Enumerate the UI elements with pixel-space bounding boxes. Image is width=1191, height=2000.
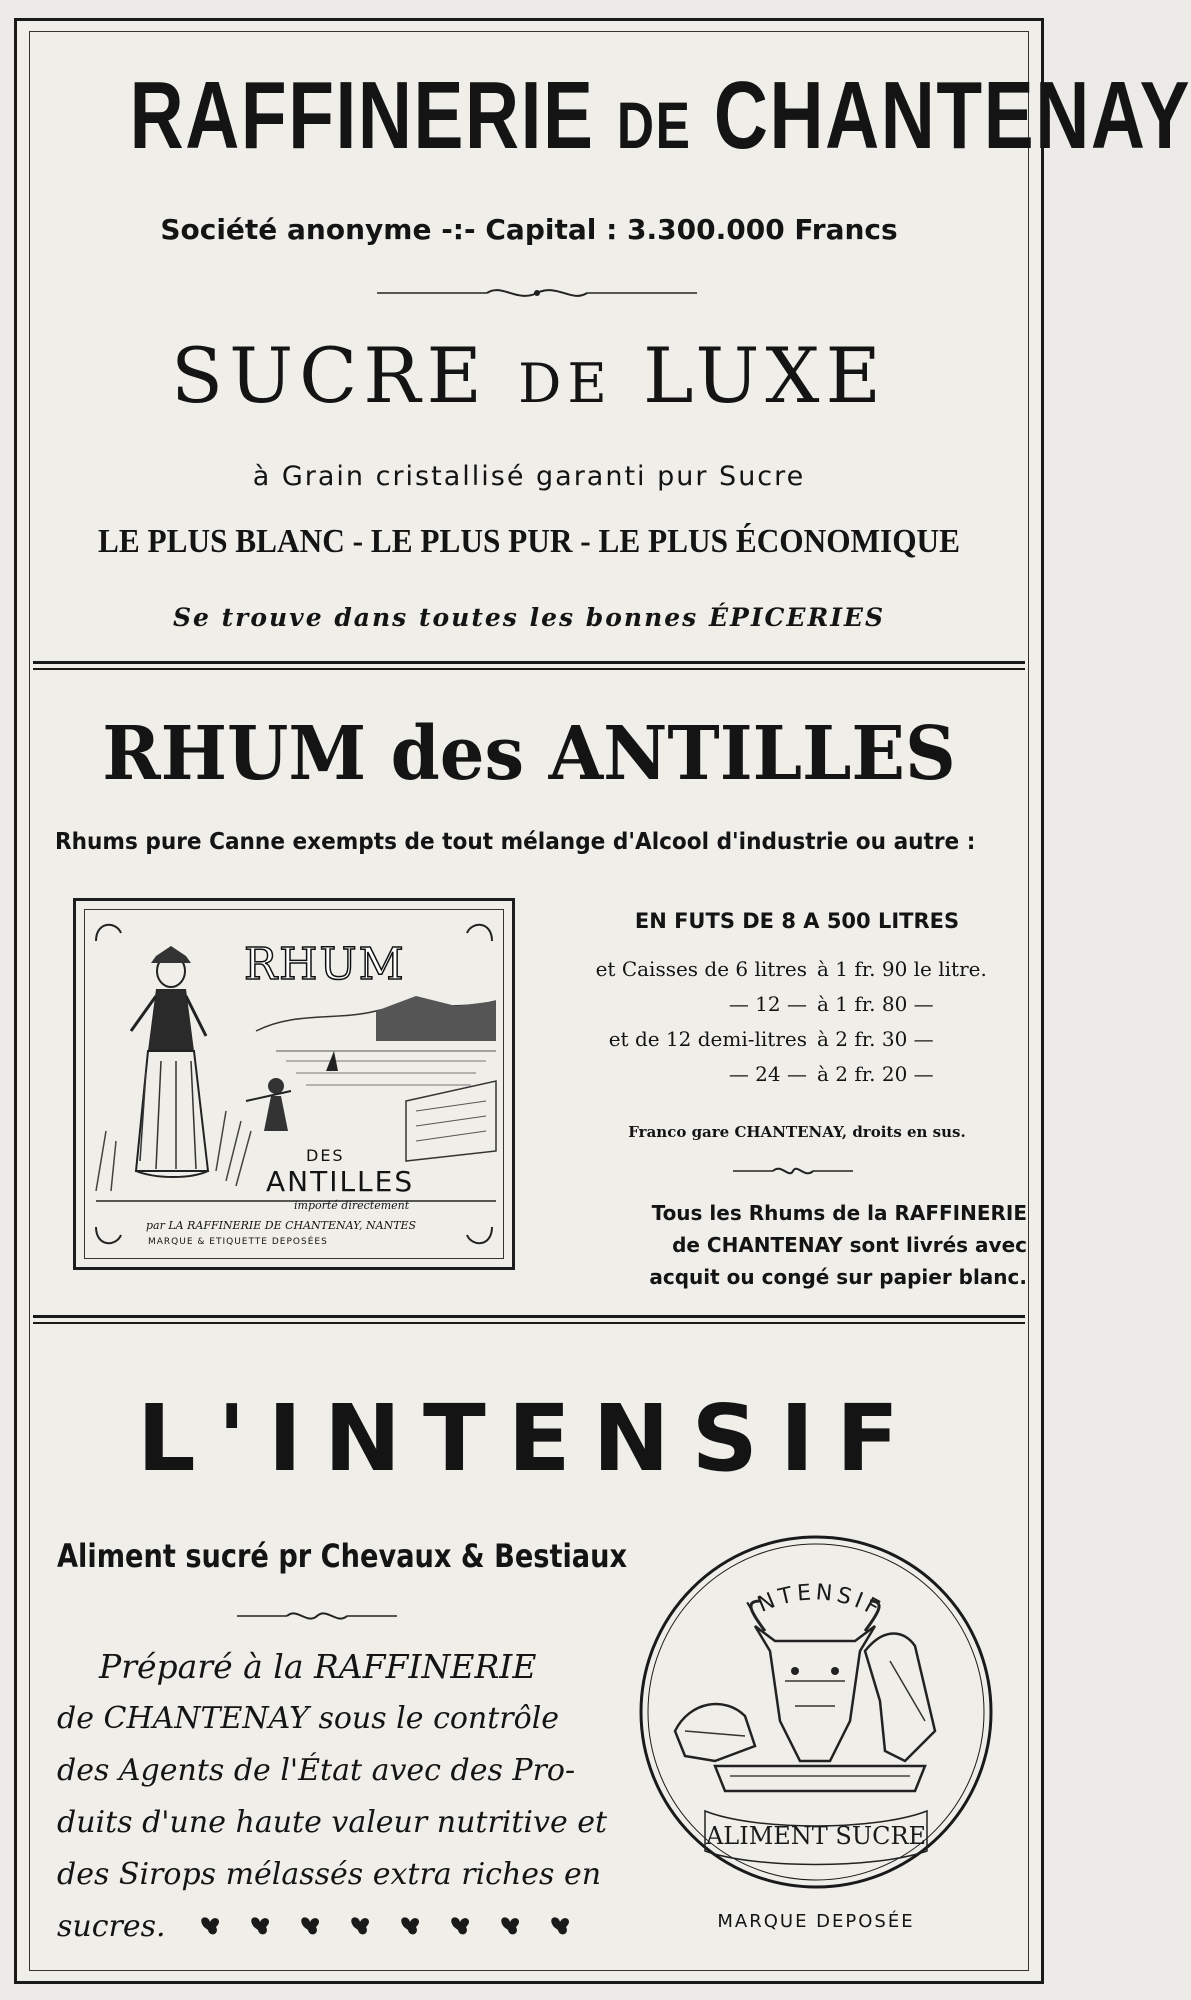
label-by: par LA RAFFINERIE DE CHANTENAY, NANTES xyxy=(146,1219,417,1232)
company-title-part2: CHANTENAY xyxy=(713,62,1191,169)
company-subtitle: Société anonyme -:- Capital : 3.300.000 Francs xyxy=(160,213,898,246)
sucre-slogan: LE PLUS BLANC - LE PLUS PUR - LE PLUS ÉCONOMIQUE xyxy=(97,523,961,560)
sucre-title-part1: SUCRE xyxy=(171,331,488,420)
delivery-line-3: acquit ou congé sur papier blanc. xyxy=(649,1265,1027,1289)
price-row xyxy=(572,1062,1032,1097)
price-row xyxy=(572,957,1032,992)
sucre-grain-text: à Grain cristallisé garanti pur Sucre xyxy=(252,461,806,492)
prep-line-4: duits d'une haute valeur nutritive et xyxy=(57,1805,608,1840)
price-row-price: à 1 fr. 80 — xyxy=(817,992,934,1016)
seal-bottom-text: ALIMENT SUCRE xyxy=(705,1822,927,1850)
ornament-divider-1 xyxy=(377,283,697,303)
price-row-price: à 2 fr. 30 — xyxy=(817,1027,934,1051)
price-row-left: — 12 — xyxy=(728,992,807,1016)
prep-line-2: de CHANTENAY sous le contrôle xyxy=(57,1701,560,1736)
sucre-title-part2: LUXE xyxy=(643,331,887,420)
section-divider-2 xyxy=(33,1315,1025,1324)
company-title xyxy=(129,61,1191,171)
rhum-price-list xyxy=(572,957,1032,1097)
price-row xyxy=(572,992,1032,1027)
price-row-left: et de 12 demi-litres xyxy=(608,1027,807,1051)
ornament-divider-3 xyxy=(237,1607,397,1625)
intensif-marque: MARQUE DEPOSÉE xyxy=(717,1911,915,1932)
ornament-divider-2 xyxy=(733,1163,853,1179)
rhum-label-illustration xyxy=(73,898,515,1270)
intensif-description xyxy=(57,1641,617,1953)
rhum-franco: Franco gare CHANTENAY, droits en sus. xyxy=(628,1123,966,1141)
sucre-title xyxy=(17,331,1041,420)
prep-line-5: des Sirops mélassés extra riches en xyxy=(57,1857,602,1892)
advertisement-page xyxy=(14,18,1191,1984)
sucre-where-text: Se trouve dans toutes les bonnes ÉPICERIES xyxy=(172,603,886,632)
intensif-aliment: Aliment sucré pr Chevaux & Bestiaux xyxy=(57,1537,628,1575)
rhum-title: RHUM des ANTILLES xyxy=(102,711,956,797)
intensif-seal xyxy=(635,1531,997,1893)
rhum-delivery-text xyxy=(557,1197,1027,1293)
prep-line-1: Préparé à la RAFFINERIE xyxy=(99,1647,537,1686)
label-imported: importé directement xyxy=(294,1199,410,1212)
company-title-part1: RAFFINERIE xyxy=(129,62,595,169)
label-word-rhum: RHUM xyxy=(244,939,406,990)
price-row-price: à 2 fr. 20 — xyxy=(817,1062,934,1086)
prep-last-row xyxy=(57,1901,617,1953)
price-row-left: — 24 — xyxy=(728,1062,807,1086)
rhum-futs: EN FUTS DE 8 A 500 LITRES xyxy=(634,909,960,933)
price-row-left: et Caisses de 6 litres xyxy=(595,957,807,981)
price-row xyxy=(572,1027,1032,1062)
price-row-price: à 1 fr. 90 le litre. xyxy=(817,957,987,981)
label-word-antilles: ANTILLES xyxy=(266,1165,415,1198)
intensif-title: L'INTENSIF xyxy=(137,1385,921,1492)
label-mark: MARQUE & ETIQUETTE DEPOSÉES xyxy=(148,1237,328,1247)
delivery-line-2: de CHANTENAY sont livrés avec xyxy=(672,1233,1027,1257)
delivery-line-1: Tous les Rhums de la RAFFINERIE xyxy=(651,1201,1027,1225)
label-word-des: DES xyxy=(306,1146,345,1165)
rhum-subtitle: Rhums pure Canne exempts de tout mélange d'Alcool d'industrie ou autre : xyxy=(55,829,976,855)
seal-top-text: INTENSIF xyxy=(742,1580,887,1624)
section-divider-1 xyxy=(33,661,1025,670)
company-title-de: DE xyxy=(616,88,692,162)
sucre-title-de: DE xyxy=(518,352,613,415)
fleuron-row-icon xyxy=(194,1912,614,1942)
prep-line-6: sucres. xyxy=(57,1909,166,1944)
prep-line-3: des Agents de l'État avec des Pro- xyxy=(57,1753,576,1788)
